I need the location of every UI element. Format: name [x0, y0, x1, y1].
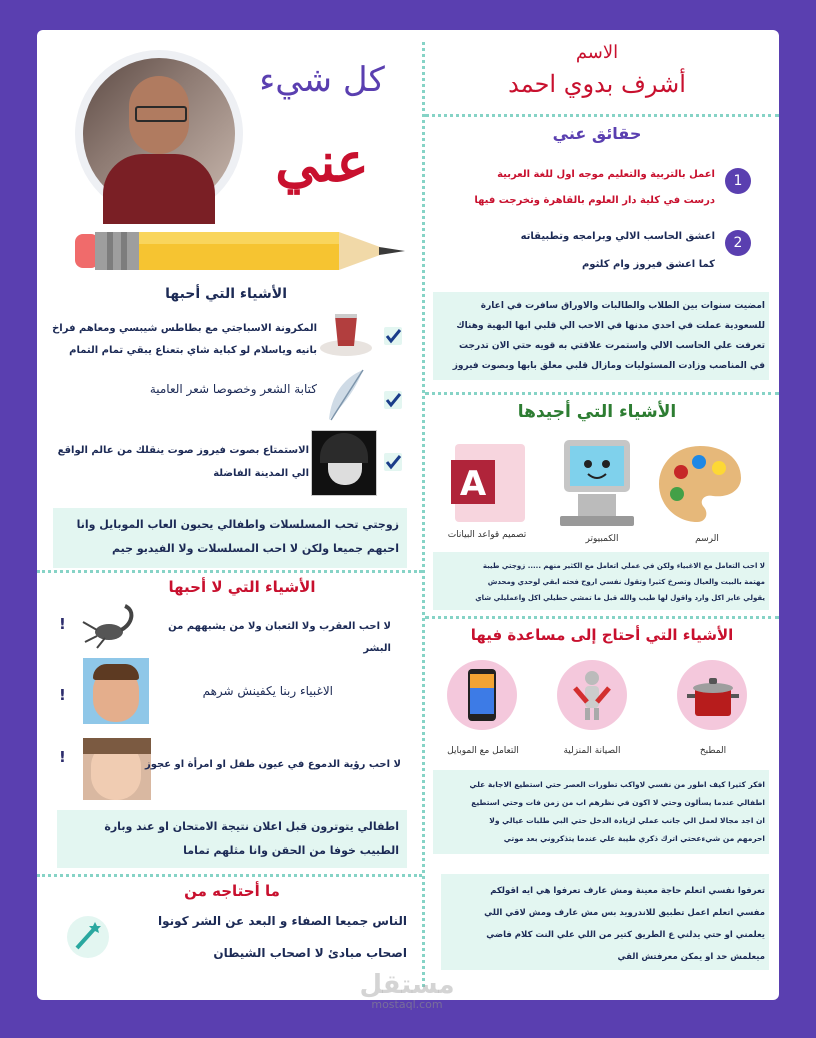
computer-icon: [552, 436, 642, 528]
person-name: أشرف بدوي احمد: [508, 70, 686, 98]
fact-1-line-1: اعمل بالتربية والتعليم موجه اول للغة العربية: [497, 169, 715, 180]
watermark-url: mostaql.com: [371, 998, 443, 1011]
tools-icon: [567, 668, 617, 722]
good-at-label-3: الرسم: [695, 534, 719, 544]
divider: [37, 874, 422, 877]
fact-2-line-2: كما اعشق فيروز وام كلثوم: [581, 259, 715, 270]
divider: [37, 570, 422, 573]
likes-title: الأشياء التي أحبها: [165, 286, 287, 302]
like-text-3b: الي المدينة الفاضلة: [213, 468, 309, 479]
like-text-3a: الاستمتاع بصوت فيروز صوت ينقلك من عالم الواقع: [57, 445, 309, 456]
avatar: [75, 50, 243, 218]
slogan-top: كل شيء: [259, 60, 385, 100]
magic-wand-icon: [65, 914, 111, 960]
need-from-line-1: الناس جميعا الصفاء و البعد عن الشر كونوا: [157, 914, 407, 928]
scorpion-icon: [77, 598, 139, 650]
need-from-line-2: اصحاب مبادئ لا اصحاب الشيطان: [213, 946, 407, 960]
good-at-title: الأشياء التي أجيدها: [517, 402, 677, 422]
column-divider: [422, 42, 425, 987]
divider: [425, 114, 779, 117]
palette-icon: [655, 442, 745, 526]
fact-2-line-1: اعشق الحاسب الالي وبرامجه وتطبيقاته: [520, 231, 715, 242]
tea-cup-icon: [317, 308, 375, 358]
check-icon: [383, 452, 403, 472]
divider: [425, 392, 779, 395]
likes-note: زوجتي تحب المسلسلات واطفالي يحبون العاب الموبايل وانا احبهم جميعا ولكن لا احب المسلسلات ولا الفيديو جيم: [53, 508, 407, 568]
dislikes-title: الأشياء التي لا أحبها: [168, 578, 316, 596]
good-at-label-2: الكمبيوتر: [585, 534, 619, 544]
need-from-title: ما أحتاجه من: [184, 882, 280, 900]
check-icon: [383, 390, 403, 410]
need-from-note: تعرفوا نفسي اتعلم حاجة معينة ومش عارف تعرفوا هي ايه اقولكم مفسي اتعلم اعمل تطبيق للاندرويد بس مش عارف ومش لاقي اللي يعلمني او حتي يدلني ع الطريق كتير من اللي علي النت كلام فاضي ميعلمش حد او يمكن معرفتش القي: [441, 874, 769, 970]
slogan-main: عني: [275, 130, 369, 194]
feather-icon: [323, 368, 369, 424]
pencil-icon: [61, 226, 407, 276]
exclamation-icon: !: [59, 615, 66, 633]
like-text-1b: بانيه وياسلام لو كباية شاي بتعناع يبقي تمام التمام: [69, 345, 317, 356]
dislike-text-1a: لا احب العقرب ولا الثعبان ولا من يشبههم من: [168, 621, 391, 632]
need-help-note: افكر كثيرا كيف اطور من نفسي لاواكب تطورات العصر حتي استطيع الاجابة علي اطفالي عندما يسألون وحتي لا اكون في نظرهم اب من زمن فات وحتي استطيع ان اجد مجالا لعمل الي جانب عملي لزيادة الدخل حتي البي طلبات عيالي ولا احرمهم من شيءعحتي اترك ذكري طيبة علي عندما يتذكروني بعد موتي: [433, 770, 769, 854]
good-at-label-1: تصميم قواعد البيانات: [447, 530, 527, 540]
boy-photo: [83, 658, 149, 724]
dislike-text-3: لا احب رؤية الدموع في عيون طفل او امرأة او عجوز: [145, 759, 401, 770]
infographic-page: [37, 30, 779, 1011]
divider: [425, 616, 779, 619]
dislikes-note: اطفالي يتوترون قبل اعلان نتيجة الامتحان او عند وبارة الطبيب خوفا من الحقن وانا مثلهم تماما: [57, 810, 407, 868]
like-text-2: كتابة الشعر وخصوصا شعر العامية: [149, 382, 317, 396]
fact-number-2: 2: [725, 230, 751, 256]
fairuz-photo: [311, 430, 377, 496]
name-label: الاسم: [575, 42, 619, 63]
mobile-phone-icon: [467, 668, 497, 722]
svg-text:A: A: [459, 464, 487, 504]
need-help-label-3: المطبخ: [699, 746, 727, 756]
dislike-text-1b: البشر: [363, 643, 391, 654]
access-database-icon: [447, 440, 533, 526]
dislike-text-2: الاغبياء ربنا يكفينش شرهم: [202, 684, 333, 698]
fact-1-line-2: درست في كلية دار العلوم بالقاهرة وتخرجت فيها: [474, 195, 715, 206]
exclamation-icon: !: [59, 686, 66, 704]
need-help-title: الأشياء التي أحتاج إلى مساعدة فيها: [470, 626, 734, 644]
cooking-pot-icon: [685, 676, 741, 720]
fact-number-1: 1: [725, 168, 751, 194]
need-help-label-2: الصيانة المنزلية: [563, 746, 621, 756]
exclamation-icon: !: [59, 748, 66, 766]
facts-paragraph: امضيت سنوات بين الطلاب والطالبات والاوراق سافرت في اعارة للسعودية عملت في احدي مدنها في الاحب الي قلبي ابها البهية وهناك تعرفت علي الحاسب الالي واستمرت علاقتي به قويه حتي الان تدرجت في المناصب وزادت المسئوليات ومازال قلبي معلق بابها وبصوت فيروز: [433, 292, 769, 380]
good-at-note: لا احب التعامل مع الاغبياء ولكن في عملي اتعامل مع الكثير منهم ..... زوجتي طيبة مهتمة بالبيت والعيال وتصرخ كثيرا وتقول نفسي اروح فحته ابقي لوحدي ومحدش يقولي عايز اكل وارد واقول لها طيب والله قبل ما تمشي حطيلي اكل واعمليلي شاي: [433, 552, 769, 610]
facts-title: حقائق عني: [552, 124, 642, 143]
need-help-label-1: التعامل مع الموبايل: [447, 746, 519, 756]
like-text-1a: المكرونة الاسباجتي مع بطاطس شيبسي ومعاهم فراخ: [52, 323, 317, 334]
check-icon: [383, 326, 403, 346]
watermark-brand: مستقل: [359, 970, 455, 1000]
